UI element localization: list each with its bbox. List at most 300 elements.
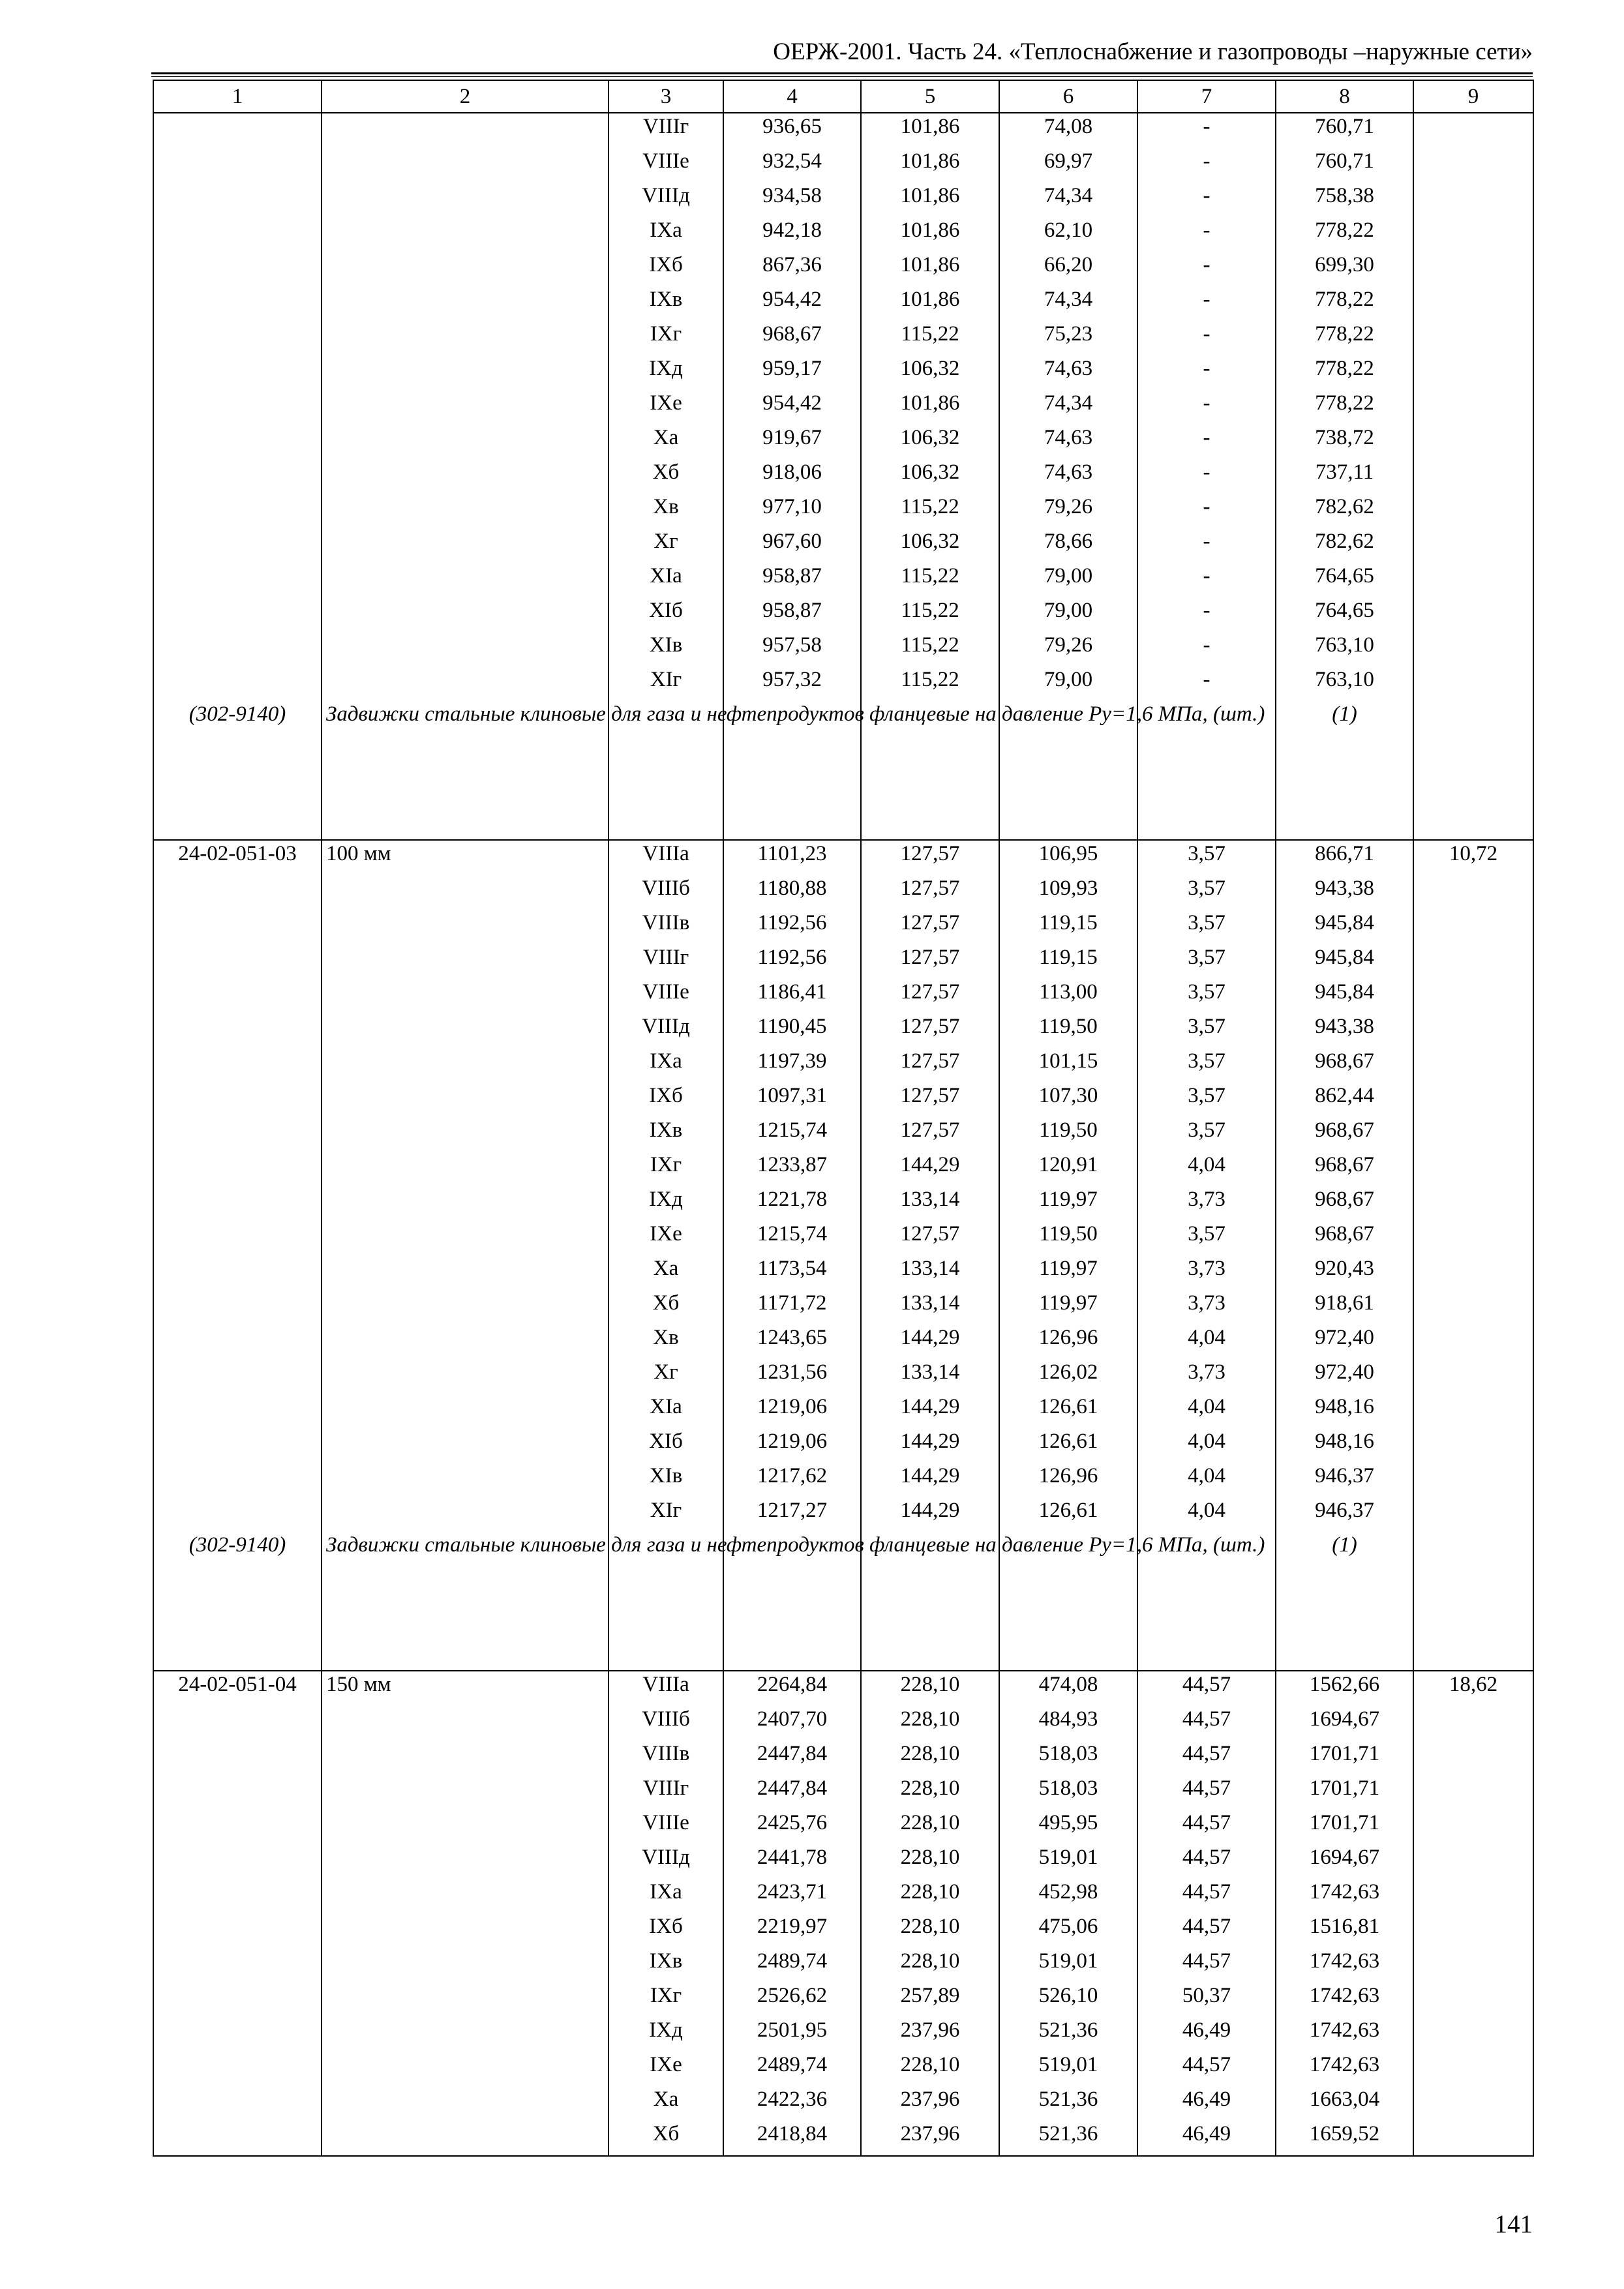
labor-hours-cell: 10,72 [1413, 840, 1533, 875]
total-cost-cell: 1215,74 [723, 1221, 861, 1255]
labor-hours-cell [1413, 1948, 1533, 1982]
labor-hours-cell [1413, 2017, 1533, 2052]
labor-cost-cell: 106,32 [861, 528, 999, 563]
machine-cost-cell: 518,03 [999, 1775, 1137, 1810]
machine-cost-cell: 75,23 [999, 321, 1137, 355]
labor-cost-cell: 101,86 [861, 217, 999, 252]
zone-cell: XIа [609, 1394, 723, 1428]
machine-cost-cell: 74,34 [999, 390, 1137, 425]
rate-code-cell [153, 632, 322, 666]
table-row [153, 944, 1533, 979]
total-cost-cell: 1192,56 [723, 944, 861, 979]
rate-code-cell [153, 355, 322, 390]
total-cost-cell: 1219,06 [723, 1394, 861, 1428]
rate-name-cell [322, 1741, 609, 1775]
rate-code-cell [153, 1463, 322, 1497]
materials-cost-cell: 699,30 [1276, 252, 1413, 286]
empty-cell [1413, 701, 1533, 840]
operator-wage-cell: 4,04 [1137, 1394, 1276, 1428]
zone-cell: VIIIе [609, 1810, 723, 1844]
total-cost-cell: 954,42 [723, 390, 861, 425]
operator-wage-cell: 3,57 [1137, 1083, 1276, 1117]
rate-name-cell [322, 1428, 609, 1463]
rate-name-cell [322, 597, 609, 632]
rate-code-cell [153, 1290, 322, 1324]
rate-code-cell [153, 425, 322, 459]
labor-hours-cell: 18,62 [1413, 1671, 1533, 1706]
zone-cell: Xа [609, 425, 723, 459]
labor-cost-cell: 127,57 [861, 1048, 999, 1083]
rate-code-cell [153, 1844, 322, 1879]
machine-cost-cell: 113,00 [999, 979, 1137, 1013]
total-cost-cell: 977,10 [723, 494, 861, 528]
table-row [153, 528, 1533, 563]
table-row [153, 1775, 1533, 1810]
labor-cost-cell: 127,57 [861, 840, 999, 875]
rate-code-cell [153, 1152, 322, 1186]
materials-cost-cell: 738,72 [1276, 425, 1413, 459]
machine-cost-cell: 79,00 [999, 597, 1137, 632]
machine-cost-cell: 119,15 [999, 944, 1137, 979]
labor-hours-cell [1413, 1290, 1533, 1324]
table-row [153, 1948, 1533, 1982]
machine-cost-cell: 521,36 [999, 2086, 1137, 2121]
materials-cost-cell: 945,84 [1276, 979, 1413, 1013]
materials-cost-cell: 1663,04 [1276, 2086, 1413, 2121]
table-row [153, 1741, 1533, 1775]
rate-code-cell [153, 1255, 322, 1290]
rate-name-cell [322, 2121, 609, 2156]
table-row [153, 459, 1533, 494]
machine-cost-cell: 62,10 [999, 217, 1137, 252]
zone-cell: IXд [609, 1186, 723, 1221]
machine-cost-cell: 74,08 [999, 113, 1137, 148]
rate-name-cell [322, 1221, 609, 1255]
operator-wage-cell: - [1137, 286, 1276, 321]
zone-cell: VIIIе [609, 979, 723, 1013]
total-cost-cell: 2501,95 [723, 2017, 861, 2052]
table-row [153, 355, 1533, 390]
operator-wage-cell: - [1137, 528, 1276, 563]
table-row [153, 1982, 1533, 2017]
table-row [153, 563, 1533, 597]
machine-cost-cell: 79,26 [999, 632, 1137, 666]
rate-name-cell [322, 1324, 609, 1359]
table-row [153, 2052, 1533, 2086]
operator-wage-cell: - [1137, 597, 1276, 632]
rate-name-cell [322, 494, 609, 528]
total-cost-cell: 1171,72 [723, 1290, 861, 1324]
labor-cost-cell: 237,96 [861, 2017, 999, 2052]
machine-cost-cell: 475,06 [999, 1913, 1137, 1948]
total-cost-cell: 2441,78 [723, 1844, 861, 1879]
labor-cost-cell: 115,22 [861, 563, 999, 597]
labor-cost-cell: 127,57 [861, 1117, 999, 1152]
labor-cost-cell: 101,86 [861, 113, 999, 148]
table-row [153, 2017, 1533, 2052]
column-number: 2 [322, 80, 609, 113]
total-cost-cell: 1190,45 [723, 1013, 861, 1048]
materials-cost-cell: 782,62 [1276, 528, 1413, 563]
zone-cell: XIб [609, 1428, 723, 1463]
rate-name-cell [322, 1706, 609, 1741]
table-row [153, 1359, 1533, 1394]
rate-name-cell [322, 1497, 609, 1532]
labor-hours-cell [1413, 1741, 1533, 1775]
zone-cell: VIIIд [609, 1013, 723, 1048]
table-row [153, 148, 1533, 183]
column-number: 4 [723, 80, 861, 113]
rate-name-cell [322, 113, 609, 148]
zone-cell: Xг [609, 1359, 723, 1394]
rate-code-cell [153, 1359, 322, 1394]
labor-cost-cell: 228,10 [861, 1810, 999, 1844]
rate-name-cell [322, 390, 609, 425]
labor-hours-cell [1413, 183, 1533, 217]
labor-hours-cell [1413, 1186, 1533, 1221]
rate-name-cell [322, 2052, 609, 2086]
table-row [153, 1186, 1533, 1221]
table-row [153, 1879, 1533, 1913]
operator-wage-cell: - [1137, 217, 1276, 252]
materials-cost-cell: 1659,52 [1276, 2121, 1413, 2156]
table-row [153, 1394, 1533, 1428]
labor-hours-cell [1413, 390, 1533, 425]
operator-wage-cell: 44,57 [1137, 1775, 1276, 1810]
rate-code-cell [153, 528, 322, 563]
labor-cost-cell: 127,57 [861, 979, 999, 1013]
rate-name-cell [322, 666, 609, 701]
labor-cost-cell: 133,14 [861, 1359, 999, 1394]
total-cost-cell: 1186,41 [723, 979, 861, 1013]
operator-wage-cell: 46,49 [1137, 2086, 1276, 2121]
labor-hours-cell [1413, 1810, 1533, 1844]
machine-cost-cell: 474,08 [999, 1671, 1137, 1706]
materials-cost-cell: 968,67 [1276, 1048, 1413, 1083]
materials-cost-cell: 862,44 [1276, 1083, 1413, 1117]
total-cost-cell: 1215,74 [723, 1117, 861, 1152]
zone-cell: IXа [609, 1048, 723, 1083]
rate-code-cell [153, 183, 322, 217]
labor-cost-cell: 106,32 [861, 425, 999, 459]
column-number: 9 [1413, 80, 1533, 113]
page-header-title: ОЕРЖ-2001. Часть 24. «Теплоснабжение и газопроводы –наружные сети» [773, 38, 1533, 65]
rate-code-cell [153, 390, 322, 425]
operator-wage-cell: - [1137, 666, 1276, 701]
machine-cost-cell: 521,36 [999, 2121, 1137, 2156]
materials-cost-cell: 968,67 [1276, 1152, 1413, 1186]
zone-cell: IXа [609, 217, 723, 252]
rate-name-cell [322, 459, 609, 494]
machine-cost-cell: 519,01 [999, 1948, 1137, 1982]
zone-cell: IXв [609, 286, 723, 321]
operator-wage-cell: 44,57 [1137, 1913, 1276, 1948]
total-cost-cell: 954,42 [723, 286, 861, 321]
rate-name-cell [322, 563, 609, 597]
table-row [153, 840, 1533, 875]
zone-cell: VIIIг [609, 113, 723, 148]
rate-name-cell [322, 1775, 609, 1810]
rate-name-cell [322, 1463, 609, 1497]
operator-wage-cell: - [1137, 563, 1276, 597]
rate-name-cell [322, 1359, 609, 1394]
labor-cost-cell: 127,57 [861, 1013, 999, 1048]
resource-description: Задвижки стальные клиновые для газа и нефтепродуктов фланцевые на давление Ру=1,6 МПа, (шт.) [322, 701, 609, 840]
table-row [153, 632, 1533, 666]
zone-cell: IXд [609, 355, 723, 390]
rate-code-cell [153, 1741, 322, 1775]
labor-cost-cell: 237,96 [861, 2086, 999, 2121]
resource-code: (302-9140) [153, 1532, 322, 1671]
materials-cost-cell: 968,67 [1276, 1117, 1413, 1152]
zone-cell: XIг [609, 666, 723, 701]
rate-code-cell [153, 979, 322, 1013]
labor-cost-cell: 228,10 [861, 1706, 999, 1741]
labor-hours-cell [1413, 2086, 1533, 2121]
rate-name-cell [322, 1048, 609, 1083]
operator-wage-cell: 3,57 [1137, 1048, 1276, 1083]
materials-cost-cell: 760,71 [1276, 148, 1413, 183]
operator-wage-cell: 3,73 [1137, 1255, 1276, 1290]
column-number: 8 [1276, 80, 1413, 113]
labor-hours-cell [1413, 1048, 1533, 1083]
operator-wage-cell: 44,57 [1137, 1948, 1276, 1982]
total-cost-cell: 1101,23 [723, 840, 861, 875]
operator-wage-cell: 4,04 [1137, 1428, 1276, 1463]
labor-cost-cell: 228,10 [861, 1775, 999, 1810]
labor-hours-cell [1413, 355, 1533, 390]
machine-cost-cell: 126,02 [999, 1359, 1137, 1394]
rate-code-cell [153, 1083, 322, 1117]
zone-cell: IXб [609, 252, 723, 286]
materials-cost-cell: 945,84 [1276, 944, 1413, 979]
rate-name-cell [322, 2017, 609, 2052]
labor-hours-cell [1413, 1844, 1533, 1879]
zone-cell: XIб [609, 597, 723, 632]
machine-cost-cell: 66,20 [999, 252, 1137, 286]
rate-name-cell [322, 875, 609, 910]
total-cost-cell: 932,54 [723, 148, 861, 183]
rate-code-cell [153, 944, 322, 979]
labor-hours-cell [1413, 979, 1533, 1013]
zone-cell: VIIIа [609, 840, 723, 875]
column-number: 7 [1137, 80, 1276, 113]
rate-code-cell [153, 1013, 322, 1048]
machine-cost-cell: 126,96 [999, 1324, 1137, 1359]
operator-wage-cell: - [1137, 355, 1276, 390]
machine-cost-cell: 106,95 [999, 840, 1137, 875]
labor-hours-cell [1413, 252, 1533, 286]
table-row [153, 1048, 1533, 1083]
labor-cost-cell: 228,10 [861, 1741, 999, 1775]
materials-cost-cell: 778,22 [1276, 286, 1413, 321]
rate-name-cell [322, 1255, 609, 1290]
materials-cost-cell: 1742,63 [1276, 2017, 1413, 2052]
materials-cost-cell: 764,65 [1276, 597, 1413, 632]
materials-cost-cell: 968,67 [1276, 1186, 1413, 1221]
rate-name-cell [322, 632, 609, 666]
rate-code-cell [153, 1775, 322, 1810]
materials-cost-cell: 920,43 [1276, 1255, 1413, 1290]
zone-cell: IXб [609, 1083, 723, 1117]
rate-name-cell [322, 1844, 609, 1879]
labor-cost-cell: 133,14 [861, 1186, 999, 1221]
labor-cost-cell: 133,14 [861, 1255, 999, 1290]
labor-hours-cell [1413, 113, 1533, 148]
materials-cost-cell: 972,40 [1276, 1359, 1413, 1394]
zone-cell: Xв [609, 1324, 723, 1359]
operator-wage-cell: 44,57 [1137, 1844, 1276, 1879]
rate-name-cell [322, 321, 609, 355]
labor-cost-cell: 257,89 [861, 1982, 999, 2017]
labor-hours-cell [1413, 148, 1533, 183]
materials-cost-cell: 758,38 [1276, 183, 1413, 217]
zone-cell: VIIIг [609, 1775, 723, 1810]
labor-cost-cell: 101,86 [861, 148, 999, 183]
rate-name-cell: 150 мм [322, 1671, 609, 1706]
materials-cost-cell: 764,65 [1276, 563, 1413, 597]
labor-hours-cell [1413, 1359, 1533, 1394]
machine-cost-cell: 452,98 [999, 1879, 1137, 1913]
total-cost-cell: 2489,74 [723, 2052, 861, 2086]
labor-hours-cell [1413, 1221, 1533, 1255]
rate-name-cell [322, 1083, 609, 1117]
total-cost-cell: 2418,84 [723, 2121, 861, 2156]
zone-cell: VIIIг [609, 944, 723, 979]
operator-wage-cell: 46,49 [1137, 2017, 1276, 2052]
materials-cost-cell: 1701,71 [1276, 1741, 1413, 1775]
rate-code-cell [153, 1948, 322, 1982]
materials-cost-cell: 778,22 [1276, 390, 1413, 425]
operator-wage-cell: 4,04 [1137, 1324, 1276, 1359]
zone-cell: Xб [609, 2121, 723, 2156]
empty-cell [1413, 1532, 1533, 1671]
materials-cost-cell: 1694,67 [1276, 1844, 1413, 1879]
zone-cell: Xб [609, 1290, 723, 1324]
operator-wage-cell: - [1137, 252, 1276, 286]
header-rule [151, 72, 1533, 74]
machine-cost-cell: 119,97 [999, 1255, 1137, 1290]
table-row [153, 390, 1533, 425]
materials-cost-cell: 1742,63 [1276, 2052, 1413, 2086]
machine-cost-cell: 79,00 [999, 563, 1137, 597]
table-row [153, 1463, 1533, 1497]
labor-hours-cell [1413, 1913, 1533, 1948]
zone-cell: IXе [609, 1221, 723, 1255]
rate-code-cell [153, 148, 322, 183]
total-cost-cell: 2264,84 [723, 1671, 861, 1706]
operator-wage-cell: 44,57 [1137, 1671, 1276, 1706]
labor-hours-cell [1413, 1117, 1533, 1152]
total-cost-cell: 2422,36 [723, 2086, 861, 2121]
total-cost-cell: 867,36 [723, 252, 861, 286]
labor-cost-cell: 144,29 [861, 1152, 999, 1186]
table-row [153, 286, 1533, 321]
labor-hours-cell [1413, 1879, 1533, 1913]
total-cost-cell: 942,18 [723, 217, 861, 252]
labor-hours-cell [1413, 875, 1533, 910]
rate-name-cell [322, 1913, 609, 1948]
rate-code-cell [153, 1706, 322, 1741]
rate-name-cell [322, 1013, 609, 1048]
zone-cell: IXв [609, 1117, 723, 1152]
zone-cell: VIIIд [609, 183, 723, 217]
rate-name-cell [322, 528, 609, 563]
materials-cost-cell: 918,61 [1276, 1290, 1413, 1324]
labor-cost-cell: 228,10 [861, 1913, 999, 1948]
materials-cost-cell: 968,67 [1276, 1221, 1413, 1255]
materials-cost-cell: 1742,63 [1276, 1879, 1413, 1913]
machine-cost-cell: 119,50 [999, 1013, 1137, 1048]
rate-name-cell [322, 252, 609, 286]
labor-hours-cell [1413, 1083, 1533, 1117]
labor-cost-cell: 228,10 [861, 1879, 999, 1913]
labor-hours-cell [1413, 1497, 1533, 1532]
zone-cell: IXе [609, 390, 723, 425]
total-cost-cell: 918,06 [723, 459, 861, 494]
table-row [153, 1083, 1533, 1117]
materials-cost-cell: 946,37 [1276, 1463, 1413, 1497]
rate-name-cell [322, 183, 609, 217]
operator-wage-cell: - [1137, 425, 1276, 459]
operator-wage-cell: 3,57 [1137, 1117, 1276, 1152]
machine-cost-cell: 120,91 [999, 1152, 1137, 1186]
rate-code-cell [153, 1497, 322, 1532]
zone-cell: XIв [609, 1463, 723, 1497]
table-row [153, 597, 1533, 632]
total-cost-cell: 1221,78 [723, 1186, 861, 1221]
rate-code-cell [153, 113, 322, 148]
machine-cost-cell: 74,63 [999, 425, 1137, 459]
machine-cost-cell: 109,93 [999, 875, 1137, 910]
operator-wage-cell: 3,57 [1137, 840, 1276, 875]
materials-cost-cell: 760,71 [1276, 113, 1413, 148]
machine-cost-cell: 101,15 [999, 1048, 1137, 1083]
total-cost-cell: 959,17 [723, 355, 861, 390]
machine-cost-cell: 78,66 [999, 528, 1137, 563]
rate-code-cell [153, 1221, 322, 1255]
machine-cost-cell: 119,50 [999, 1117, 1137, 1152]
resource-description: Задвижки стальные клиновые для газа и нефтепродуктов фланцевые на давление Ру=1,6 МПа, (шт.) [322, 1532, 609, 1671]
labor-hours-cell [1413, 217, 1533, 252]
materials-cost-cell: 1742,63 [1276, 1982, 1413, 2017]
table-row [153, 1844, 1533, 1879]
materials-cost-cell: 737,11 [1276, 459, 1413, 494]
operator-wage-cell: 3,73 [1137, 1359, 1276, 1394]
operator-wage-cell: - [1137, 183, 1276, 217]
resource-quantity: (1) [1276, 701, 1413, 840]
labor-hours-cell [1413, 1013, 1533, 1048]
rate-code-cell [153, 910, 322, 944]
machine-cost-cell: 526,10 [999, 1982, 1137, 2017]
zone-cell: VIIIв [609, 1741, 723, 1775]
zone-cell: IXв [609, 1948, 723, 1982]
zone-cell: Xб [609, 459, 723, 494]
column-number-row [153, 80, 1533, 113]
labor-cost-cell: 144,29 [861, 1324, 999, 1359]
labor-cost-cell: 127,57 [861, 1083, 999, 1117]
total-cost-cell: 1233,87 [723, 1152, 861, 1186]
rate-name-cell: 100 мм [322, 840, 609, 875]
labor-hours-cell [1413, 494, 1533, 528]
machine-cost-cell: 119,97 [999, 1186, 1137, 1221]
column-number: 6 [999, 80, 1137, 113]
operator-wage-cell: - [1137, 632, 1276, 666]
labor-hours-cell [1413, 459, 1533, 494]
rate-code-cell [153, 1913, 322, 1948]
labor-cost-cell: 127,57 [861, 875, 999, 910]
labor-hours-cell [1413, 286, 1533, 321]
